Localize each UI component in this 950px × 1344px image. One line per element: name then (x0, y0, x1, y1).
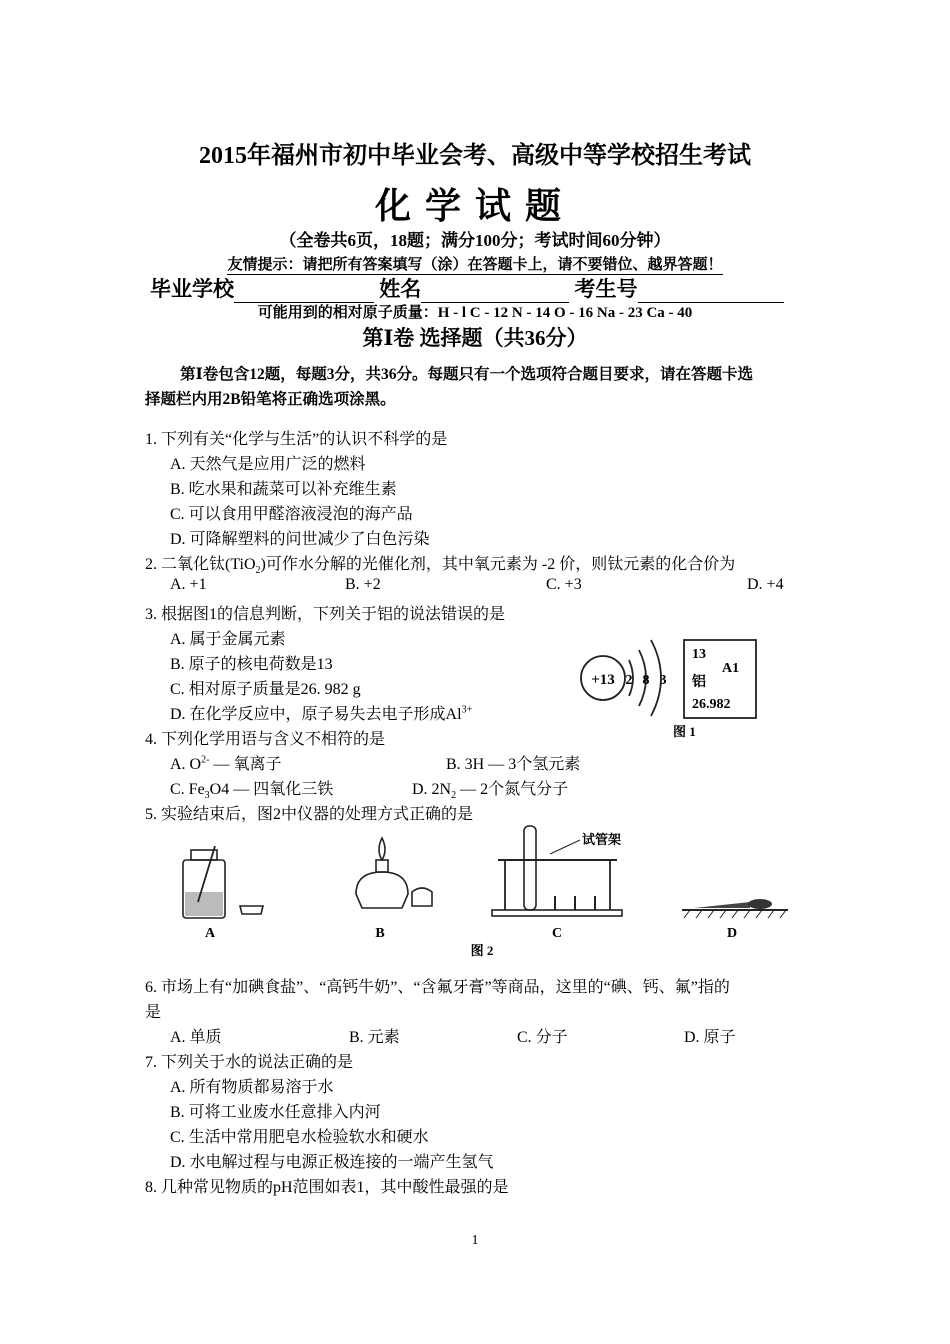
q6-option-c: C. 分子 (517, 1029, 568, 1046)
nucleus-charge: +13 (591, 672, 615, 688)
q2-stem: 2. 二氧化钛(TiO$_2$)可作水分解的光催化剂，其中氧元素为 -2 价，则钛元素的化合价为 (145, 556, 736, 577)
shell-electrons-3: 3 (659, 673, 667, 688)
section-title: 第Ⅰ卷 选择题（共36分） (362, 326, 588, 350)
q4-option-b: B. 3H — 3个氢元素 (446, 756, 581, 773)
q7-option-a: A. 所有物质都易溶于水 (170, 1079, 334, 1096)
label-c: C (551, 926, 563, 941)
label-a: A (204, 926, 216, 941)
apparatus-b-alcohol-lamp (356, 838, 432, 941)
name-blank[interactable] (421, 282, 569, 303)
q2-option-b: B. +2 (345, 576, 381, 593)
name-label: 姓名 (379, 277, 422, 301)
label-d: D (726, 926, 738, 941)
intro-line-2: 择题栏内用2B铅笔将正确选项涂黑。 (145, 391, 396, 408)
friendly-tip: 友情提示：请把所有答案填写（涂）在答题卡上，请不要错位、越界答题！ (227, 257, 723, 273)
q2-option-c: C. +3 (546, 576, 582, 593)
q1-option-d: D. 可降解塑料的问世减少了白色污染 (170, 531, 430, 548)
q4-stem: 4. 下列化学用语与含义不相符的是 (145, 731, 386, 748)
element-name: 铝 (692, 675, 706, 690)
element-symbol: A1 (722, 661, 740, 676)
q3-option-c: C. 相对原子质量是26. 982 g (170, 681, 361, 698)
apparatus-d-dropper (682, 899, 788, 941)
q8-stem: 8. 几种常见物质的pH范围如表1，其中酸性最强的是 (145, 1179, 509, 1196)
q4-option-d: D. $2N_2$ — 2个氮气分子 (412, 781, 569, 802)
q2-option-d: D. +4 (747, 576, 784, 593)
q6-option-d: D. 原子 (684, 1029, 736, 1046)
exam-title: 2015年福州市初中毕业会考、高级中等学校招生考试 (199, 143, 751, 169)
q6-option-b: B. 元素 (349, 1029, 400, 1046)
q3-stem: 3. 根据图1的信息判断，下列关于铝的说法错误的是 (145, 606, 506, 623)
q1-option-c: C. 可以食用甲醛溶液浸泡的海产品 (170, 506, 413, 523)
figure-1-aluminum (575, 632, 775, 742)
label-b: B (375, 926, 385, 941)
q6-stem-line-1: 6. 市场上有“加碘食盐”、“高钙牛奶”、“含氟牙膏”等商品，这里的“碘、钙、氟”指的 (145, 979, 730, 996)
q7-option-b: B. 可将工业废水任意排入内河 (170, 1104, 381, 1121)
apparatus-a-jar (183, 846, 263, 941)
q4-option-c: C. $Fe_3O4$ — 四氧化三铁 (170, 781, 334, 802)
shell-electrons-2: 8 (642, 673, 650, 688)
figure-2-caption: 图 2 (470, 943, 494, 958)
q7-option-d: D. 水电解过程与电源正极连接的一端产生氢气 (170, 1154, 494, 1171)
page-number: 1 (471, 1233, 479, 1248)
atomic-number: 13 (692, 647, 706, 662)
q2-option-a: A. +1 (170, 576, 207, 593)
q7-stem: 7. 下列关于水的说法正确的是 (145, 1054, 354, 1071)
subject-title: 化学试题 (374, 186, 575, 226)
rack-label: 试管架 (582, 832, 622, 847)
q4-option-a: A. $O^{2-}$ — 氧离子 (170, 754, 282, 773)
figure-1-caption: 图 1 (673, 724, 696, 739)
intro-line-1: 第Ⅰ卷包含12题，每题3分，共36分。每题只有一个选项符合题目要求，请在答题卡选 (180, 366, 754, 383)
q1-stem: 1. 下列有关“化学与生活”的认识不科学的是 (145, 431, 448, 448)
id-blank[interactable] (638, 282, 784, 303)
school-label: 毕业学校 (150, 277, 234, 301)
atomic-mass: 26.982 (692, 697, 731, 712)
atomic-mass-line: 可能用到的相对原子质量：H - l C - 12 N - 14 O - 16 Na - 23 Ca - 40 (257, 305, 693, 321)
q6-option-a: A. 单质 (170, 1029, 222, 1046)
apparatus-c-test-tube-rack (492, 826, 622, 941)
q3-option-a: A. 属于金属元素 (170, 631, 286, 648)
q3-option-b: B. 原子的核电荷数是13 (170, 656, 333, 673)
q6-stem-line-2: 是 (145, 1004, 162, 1021)
q1-option-a: A. 天然气是应用广泛的燃料 (170, 456, 366, 473)
q7-option-c: C. 生活中常用肥皂水检验软水和硬水 (170, 1129, 429, 1146)
shell-electrons-1: 2 (625, 673, 633, 688)
id-label: 考生号 (574, 277, 638, 301)
q5-stem: 5. 实验结束后，图2中仪器的处理方式正确的是 (145, 806, 474, 823)
figure-2-apparatus (170, 822, 820, 962)
school-blank[interactable] (234, 282, 374, 303)
q3-option-d: D. 在化学反应中，原子易失去电子形成$Al^{3+}$ (170, 704, 473, 723)
q1-option-b: B. 吃水果和蔬菜可以补充维生素 (170, 481, 397, 498)
student-info-line (150, 273, 784, 303)
exam-meta: （全卷共6页，18题；满分100分；考试时间60分钟） (279, 231, 671, 250)
